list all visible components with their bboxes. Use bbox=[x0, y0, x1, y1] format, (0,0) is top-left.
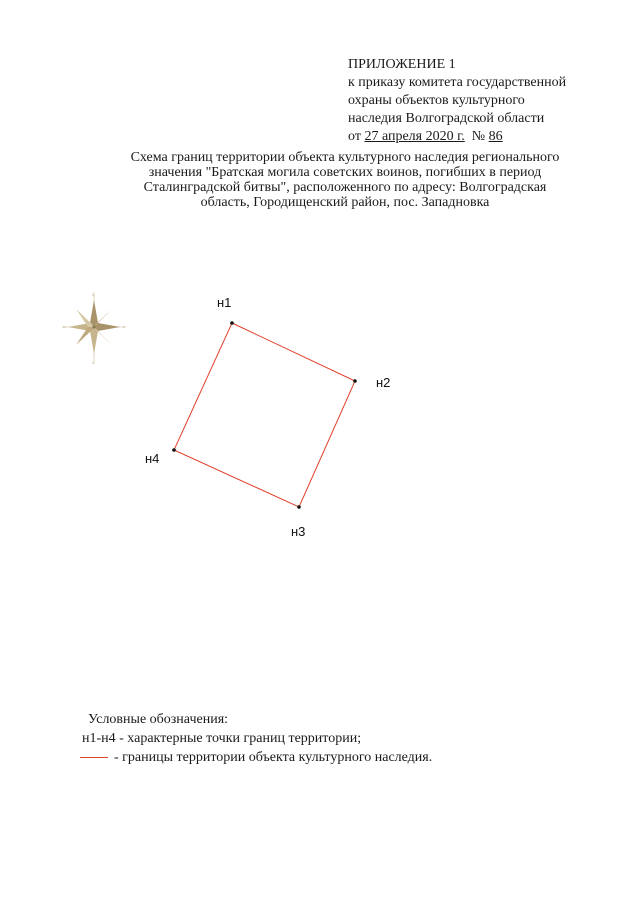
svg-text:E: E bbox=[123, 325, 125, 329]
title-line-3: Сталинградской битвы", расположенного по адресу: Волгоградская bbox=[143, 180, 547, 195]
svg-text:W: W bbox=[63, 325, 66, 329]
title-line-2: значения "Братская могила советских воинов, погибших в период bbox=[148, 165, 542, 180]
point-n4-marker bbox=[172, 448, 176, 452]
territory-boundary bbox=[174, 323, 355, 507]
legend-points-text: н1-н4 - характерные точки границ территории; bbox=[82, 731, 362, 746]
appendix-line-2: охраны объектов культурного bbox=[348, 93, 525, 108]
legend-boundary-text: - границы территории объекта культурного наследия. bbox=[114, 750, 433, 765]
svg-text:S: S bbox=[92, 361, 94, 365]
point-n2-marker bbox=[353, 379, 357, 383]
point-label-n1: н1 bbox=[217, 295, 232, 310]
number-prefix: № bbox=[471, 129, 489, 144]
legend-heading: Условные обозначения: bbox=[88, 712, 229, 727]
appendix-heading: ПРИЛОЖЕНИЕ 1 bbox=[348, 57, 456, 72]
legend-boundary-line bbox=[80, 757, 108, 758]
order-number: 86 bbox=[488, 129, 503, 144]
point-label-n4: н4 bbox=[145, 451, 160, 466]
point-n1-marker bbox=[230, 321, 234, 325]
point-n3-marker bbox=[297, 505, 301, 509]
appendix-line-1: к приказу комитета государственной bbox=[348, 75, 567, 90]
title-line-4: область, Городищенский район, пос. Западновка bbox=[200, 195, 490, 210]
date-prefix: от bbox=[348, 129, 365, 144]
point-label-n2: н2 bbox=[376, 375, 391, 390]
title-line-1: Схема границ территории объекта культурного наследия регионального bbox=[130, 150, 560, 165]
legend bbox=[82, 710, 608, 767]
compass-rose-icon bbox=[62, 292, 126, 365]
svg-text:N: N bbox=[92, 293, 95, 297]
order-date: 27 апреля 2020 г. bbox=[364, 129, 465, 144]
appendix-line-3: наследия Волгоградской области bbox=[348, 111, 545, 126]
point-label-n3: н3 bbox=[291, 524, 306, 539]
legend-boundary-row bbox=[88, 748, 608, 767]
